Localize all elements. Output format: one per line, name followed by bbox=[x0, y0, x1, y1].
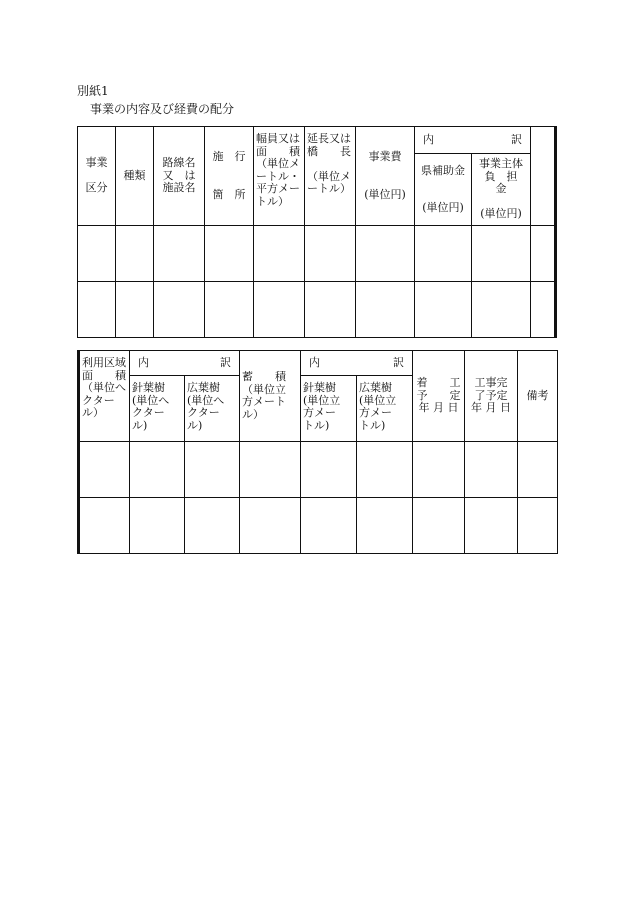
table-cell bbox=[154, 226, 205, 282]
table-cell bbox=[357, 442, 413, 498]
table-cell bbox=[205, 226, 254, 282]
table-cell bbox=[465, 498, 518, 554]
header-length: 延長又は 橋 長 （単位メ ートル） bbox=[305, 127, 356, 226]
header-broadleaf-volume: 広葉樹 (単位立 方メー トル) bbox=[357, 376, 413, 442]
table-cell bbox=[254, 282, 305, 338]
table-cell bbox=[356, 226, 415, 282]
header-route-name: 路線名 又 は 施設名 bbox=[154, 127, 205, 226]
table-cell bbox=[116, 282, 154, 338]
header-remarks: 備考 bbox=[518, 351, 558, 442]
attachment-label: 別紙1 bbox=[77, 84, 109, 98]
header-project-category: 事業 区分 bbox=[78, 127, 116, 226]
table-cell bbox=[154, 282, 205, 338]
project-cost-table bbox=[77, 126, 557, 338]
header-breakdown: 内訳 bbox=[415, 127, 531, 154]
header-prefecture-subsidy: 県補助金 (単位円) bbox=[415, 154, 472, 226]
header-blank bbox=[531, 127, 556, 226]
header-conifer-volume: 針葉樹 (単位立 方メー トル) bbox=[301, 376, 357, 442]
table-cell bbox=[254, 226, 305, 282]
header-work-location: 施 行 箇 所 bbox=[205, 127, 254, 226]
table-cell bbox=[78, 282, 116, 338]
table-cell bbox=[415, 282, 472, 338]
table-cell bbox=[185, 442, 240, 498]
table-cell bbox=[78, 226, 116, 282]
table-cell bbox=[301, 442, 357, 498]
header-conifer-area: 針葉樹 (単位へ クター ル) bbox=[130, 376, 185, 442]
table-cell bbox=[531, 282, 556, 338]
header-usage-area: 利用区域 面 積 （単位へ クター ル） bbox=[79, 351, 130, 442]
header-stock-volume: 蓄 積 （単位立 方メート ル） bbox=[240, 351, 301, 442]
header-completion-date: 工事完 了予定 年 月 日 bbox=[465, 351, 518, 442]
table-cell bbox=[79, 442, 130, 498]
table-cell bbox=[472, 226, 531, 282]
header-type: 種類 bbox=[116, 127, 154, 226]
table-cell bbox=[413, 498, 465, 554]
header-operator-share: 事業主体 負 担 金 (単位円) bbox=[472, 154, 531, 226]
forest-area-table bbox=[77, 350, 558, 554]
table-cell bbox=[357, 498, 413, 554]
header-volume-breakdown: 内訳 bbox=[301, 351, 413, 376]
table-cell bbox=[415, 226, 472, 282]
table-cell bbox=[130, 442, 185, 498]
table-cell bbox=[305, 226, 356, 282]
table-cell bbox=[305, 282, 356, 338]
table-cell bbox=[79, 498, 130, 554]
table-row bbox=[78, 226, 556, 282]
table-row bbox=[79, 442, 558, 498]
table-cell bbox=[356, 282, 415, 338]
header-broadleaf-area: 広葉樹 (単位へ クター ル) bbox=[185, 376, 240, 442]
table-row bbox=[79, 498, 558, 554]
table-cell bbox=[185, 498, 240, 554]
header-project-cost: 事業費 (単位円) bbox=[356, 127, 415, 226]
header-width-area: 幅員又は 面 積 （単位メ ートル・ 平方メー トル） bbox=[254, 127, 305, 226]
table-cell bbox=[130, 498, 185, 554]
table-cell bbox=[472, 282, 531, 338]
table-cell bbox=[531, 226, 556, 282]
header-area-breakdown: 内訳 bbox=[130, 351, 240, 376]
table-cell bbox=[465, 442, 518, 498]
table-cell bbox=[240, 498, 301, 554]
table-cell bbox=[205, 282, 254, 338]
table-cell bbox=[518, 498, 558, 554]
table-cell bbox=[413, 442, 465, 498]
document-title: 事業の内容及び経費の配分 bbox=[90, 102, 235, 116]
table-row bbox=[78, 282, 556, 338]
table-cell bbox=[518, 442, 558, 498]
header-start-date: 着 工 予 定 年 月 日 bbox=[413, 351, 465, 442]
table-cell bbox=[301, 498, 357, 554]
table-cell bbox=[240, 442, 301, 498]
table-cell bbox=[116, 226, 154, 282]
